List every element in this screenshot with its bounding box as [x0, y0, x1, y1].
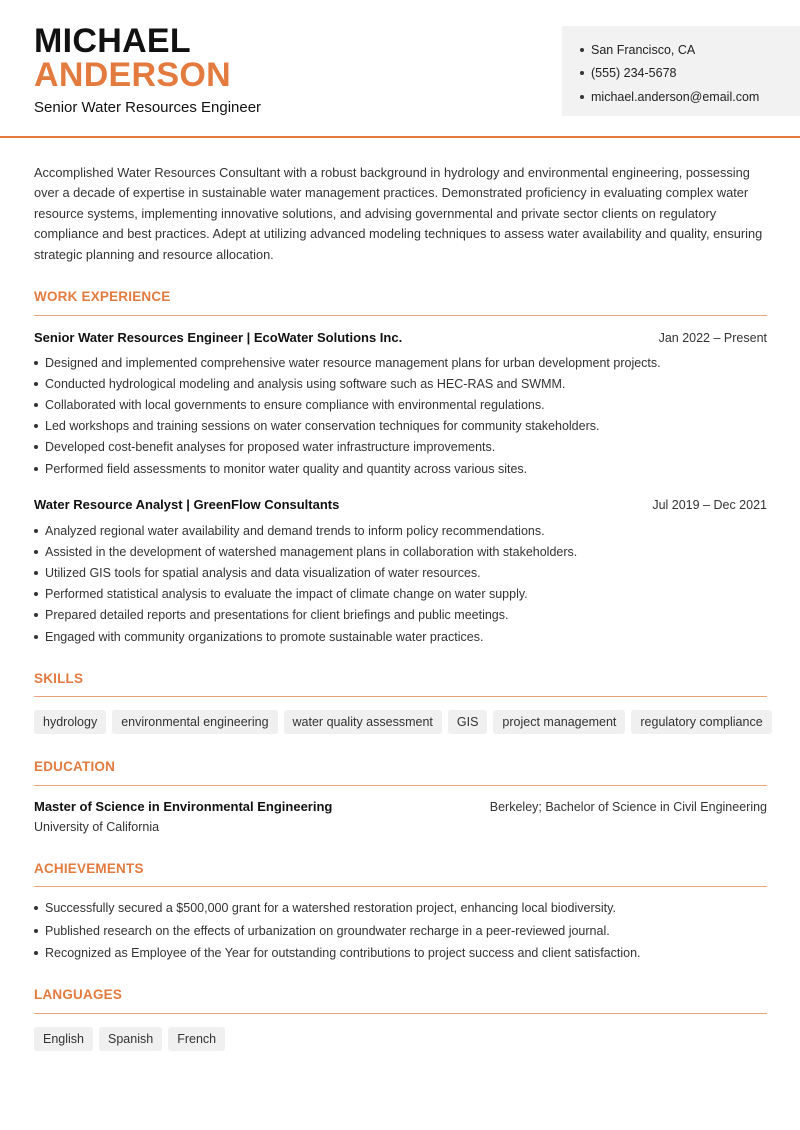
list-item — [34, 897, 767, 920]
contact-email — [580, 85, 800, 109]
bullet-icon — [580, 71, 584, 75]
list-item-text: Collaborated with local governments to ensure compliance with environmental regulations. — [45, 397, 545, 412]
contact-phone — [580, 62, 800, 86]
languages-heading: LANGUAGES — [34, 987, 123, 1002]
list-item-text: Utilized GIS tools for spatial analysis and data visualization of water resources. — [45, 565, 481, 580]
bullet-icon — [34, 403, 38, 407]
section-divider — [34, 886, 767, 887]
bullet-icon — [580, 48, 584, 52]
list-item — [34, 394, 767, 415]
contact-email-text: michael.anderson@email.com — [591, 89, 760, 104]
skills-heading: SKILLS — [34, 671, 84, 686]
list-item-text: Developed cost-benefit analyses for proposed water infrastructure improvements. — [45, 440, 496, 455]
list-item — [34, 541, 767, 562]
list-item-text: Published research on the effects of urbanization on groundwater recharge in a peer-reviewed journal. — [45, 923, 610, 938]
section-divider — [34, 785, 767, 786]
list-item — [34, 920, 767, 943]
section-divider — [34, 315, 767, 316]
bullet-icon — [34, 571, 38, 575]
list-item — [34, 626, 767, 647]
summary-paragraph: Accomplished Water Resources Consultant with a robust background in hydrology and environmental engineering, possessing over a decade of expertise in sustainable water management practices. Demonstrated proficiency in evaluating complex water resource systems, implementing innovative solutions, and advising governmental and private sector clients on regulatory compliance and best practices. Adept at utilizing advanced modeling techniques to assess water availability and quality, ensuring strategic planning and resource allocation. — [34, 165, 763, 262]
list-item-text: Performed statistical analysis to evaluate the impact of climate change on water supply. — [45, 587, 528, 602]
job-dates: Jan 2022 – Present — [658, 330, 767, 345]
bullet-icon — [34, 635, 38, 639]
last-name: ANDERSON — [34, 56, 231, 94]
contact-phone-text: (555) 234-5678 — [591, 66, 677, 81]
job-title: Senior Water Resources Engineer — [34, 99, 262, 116]
bullet-icon — [580, 95, 584, 99]
list-item — [34, 584, 767, 605]
skill-chip: environmental engineering — [112, 710, 277, 734]
list-item — [34, 605, 767, 626]
education-detail: Berkeley; Bachelor of Science in Civil Engineering — [489, 799, 767, 814]
job-role: Senior Water Resources Engineer | EcoWater Solutions Inc. — [34, 330, 403, 345]
section-divider — [34, 696, 767, 697]
bullet-icon — [34, 951, 38, 955]
education-degree: Master of Science in Environmental Engineering — [34, 799, 333, 814]
skill-chip: hydrology — [34, 710, 106, 734]
bullet-icon — [34, 592, 38, 596]
language-chip: Spanish — [99, 1027, 162, 1051]
skill-chip: project management — [493, 710, 625, 734]
contact-location — [580, 38, 800, 62]
languages-list — [34, 1027, 225, 1051]
list-item — [34, 458, 767, 479]
list-item-text: Recognized as Employee of the Year for outstanding contributions to project success and client satisfaction. — [45, 946, 641, 961]
contact-location-text: San Francisco, CA — [591, 42, 696, 57]
first-name: MICHAEL — [34, 22, 191, 60]
bullet-icon — [34, 424, 38, 428]
job-dates: Jul 2019 – Dec 2021 — [652, 497, 767, 512]
list-item — [34, 562, 767, 583]
list-item-text: Assisted in the development of watershed management plans in collaboration with stakeholders. — [45, 544, 578, 559]
bullet-icon — [34, 529, 38, 533]
list-item — [34, 416, 767, 437]
list-item — [34, 942, 767, 965]
list-item-text: Conducted hydrological modeling and analysis using software such as HEC-RAS and SWMM. — [45, 376, 566, 391]
list-item-text: Designed and implemented comprehensive water resource management plans for urban development projects. — [45, 355, 661, 370]
list-item-text: Analyzed regional water availability and demand trends to inform policy recommendations. — [45, 523, 545, 538]
list-item — [34, 520, 767, 541]
skill-chip: GIS — [448, 710, 488, 734]
bullet-icon — [34, 613, 38, 617]
education-school: University of California — [34, 820, 160, 834]
job-header — [34, 330, 767, 345]
education-header — [34, 799, 767, 814]
bullet-icon — [34, 445, 38, 449]
list-item-text: Successfully secured a $500,000 grant for a watershed restoration project, enhancing local biodiversity. — [45, 901, 616, 916]
list-item-text: Led workshops and training sessions on water conservation techniques for community stakeholders. — [45, 419, 600, 434]
resume-header — [0, 0, 800, 138]
list-item-text: Performed field assessments to monitor water quality and quantity across various sites. — [45, 461, 528, 476]
job-header — [34, 497, 767, 512]
list-item — [34, 437, 767, 458]
job-role: Water Resource Analyst | GreenFlow Consultants — [34, 497, 340, 512]
contact-box — [562, 26, 800, 116]
education-heading: EDUCATION — [34, 759, 116, 774]
bullet-icon — [34, 382, 38, 386]
bullet-icon — [34, 929, 38, 933]
achievements-list — [34, 897, 767, 965]
bullet-icon — [34, 550, 38, 554]
job-bullets — [34, 520, 767, 647]
list-item — [34, 373, 767, 394]
list-item-text: Engaged with community organizations to promote sustainable water practices. — [45, 629, 484, 644]
section-divider — [34, 1013, 767, 1014]
bullet-icon — [34, 906, 38, 910]
bullet-icon — [34, 361, 38, 365]
language-chip: French — [168, 1027, 225, 1051]
list-item-text: Prepared detailed reports and presentations for client briefings and public meetings. — [45, 608, 509, 623]
bullet-icon — [34, 467, 38, 471]
achievements-heading: ACHIEVEMENTS — [34, 861, 144, 876]
skill-chip: regulatory compliance — [631, 710, 771, 734]
work-experience-heading: WORK EXPERIENCE — [34, 289, 171, 304]
language-chip: English — [34, 1027, 93, 1051]
job-bullets — [34, 352, 767, 479]
skills-list — [34, 710, 772, 734]
skill-chip: water quality assessment — [284, 710, 442, 734]
list-item — [34, 352, 767, 373]
